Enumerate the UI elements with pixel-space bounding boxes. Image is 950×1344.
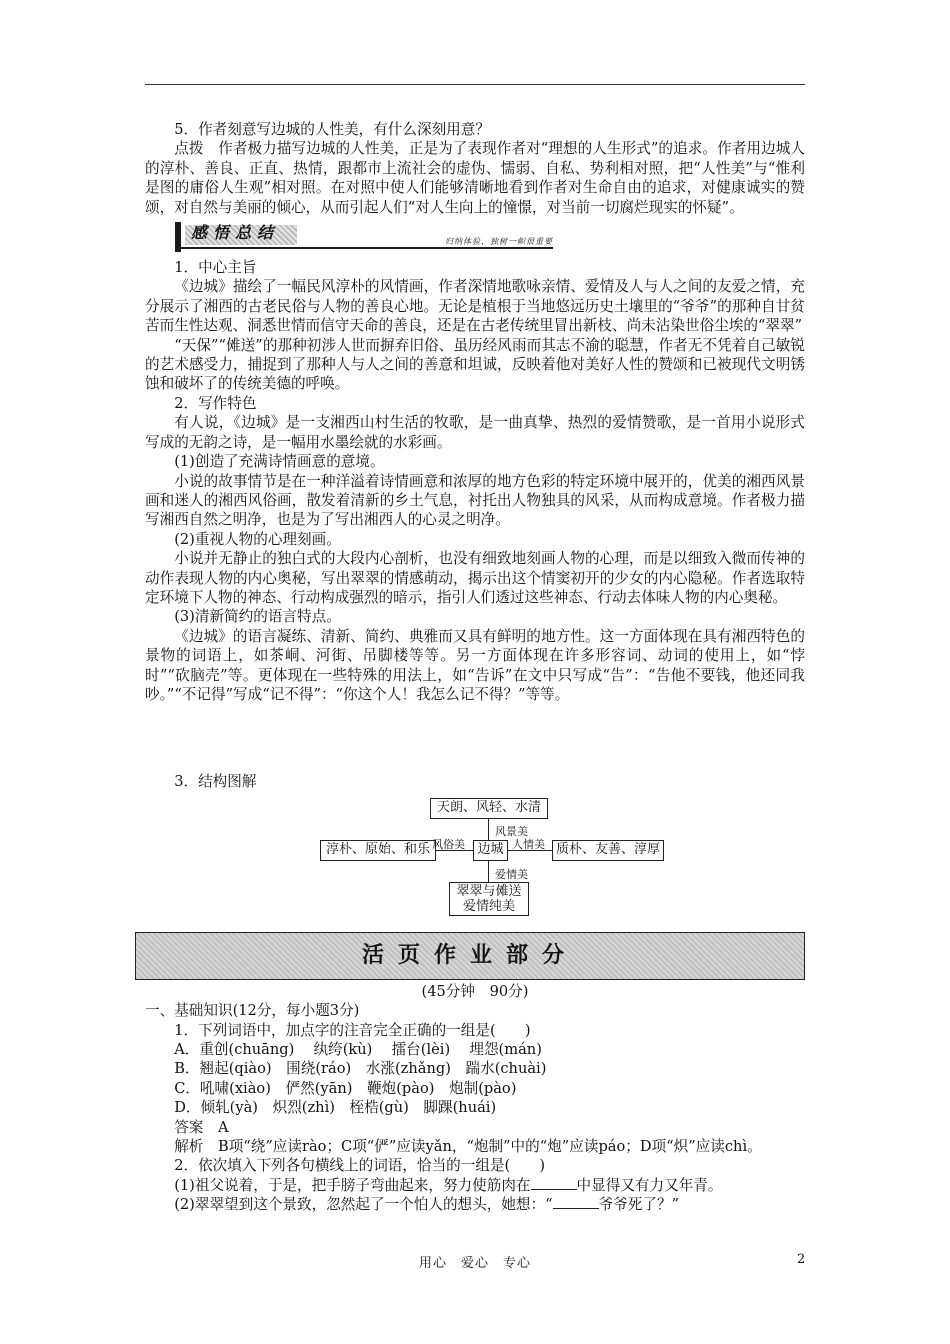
section-banner — [175, 222, 553, 252]
q2-sentence-1-a: (1)祖父说着，于是，把手膀子弯曲起来，努力使筋肉在 — [174, 1176, 531, 1194]
s1-paragraph-2: “天保”“傩送”的那种初涉人世而摒弃旧俗、虽历经风雨而其志不渝的聪慧，作者无不凭着自己敏锐的艺术感受力，捕捉到了那种人与人之间的善意和坦诚，反映着他对美好人性的赞颂和已被现代文明锈蚀和破坏了的传统美德的呼唤。 — [145, 336, 805, 393]
structure-diagram — [145, 798, 805, 916]
label-love: 爱情美 — [495, 867, 528, 881]
label-scenery: 风景美 — [495, 824, 528, 838]
q5-answer: 点拨 作者极力描写边城的人性美，正是为了表现作者对“理想的人生形式”的追求。作者用边城人的淳朴、善良、正直、热情，跟都市上流社会的虚伪、懦弱、自私、势利相对照，把“人性美”与“惟利是图的庸俗人生观”相对照。在对照中使人们能够清晰地看到作者对生命自由的追求，对健康诚实的赞颂，对自然与美丽的倾心，从而引起人们“对人生向上的憧憬，对当前一切腐烂现实的怀疑”。 — [145, 140, 805, 216]
q2-sentence-2-b: 爷爷死了？” — [598, 1196, 680, 1214]
diagram-left-box: 淳朴、原始、和乐 — [320, 840, 436, 861]
diagram-right-box: 质朴、友善、淳厚 — [552, 840, 664, 861]
s2-item-3-text: 《边城》的语言凝练、清新、简约、典雅而又具有鲜明的地方性。这一方面体现在具有湘西特色的景物的词语上，如茶峒、河街、吊脚楼等等。另一方面体现在许多形容词、动词的使用上，如“悖时”“砍脑壳”等。更体现在一些特殊的用法上，如“告诉”在文中只写成“告”：“告他不要钱，他还同我吵。”“不记得”写成“记不得”：“你这个人！我怎么记不得？”等等。 — [145, 627, 805, 703]
diagram-center-box: 边城 — [473, 840, 508, 861]
homework-banner: 活页作业部分 — [135, 932, 805, 980]
bottom-box-line-2: 爱情纯美 — [462, 898, 515, 914]
banner-title: 感悟总结 — [191, 223, 280, 243]
section1-heading: 一、基础知识(12分，每小题3分) — [145, 1002, 360, 1020]
label-humanity: 人情美 — [512, 837, 545, 851]
q1-analysis: 解析 B项“绕”应读rào；C项“俨”应读yǎn，“炮制”中的“炮”应读páo；D项“炽”应读chì。 — [174, 1138, 762, 1156]
q1-answer: 答案 A — [174, 1118, 229, 1136]
blank-2 — [553, 1195, 599, 1209]
banner-subtitle: 归纳体验，独树一帜很重要 — [445, 237, 553, 247]
homework-time: (45分钟 90分) — [421, 982, 529, 1000]
q2-sentence-2 — [145, 1195, 805, 1214]
q2-stem: 2．依次填入下列各句横线上的词语，恰当的一组是( ) — [174, 1157, 546, 1175]
q1-option-a: A．重创(chuāng) 纨绔(kù) 擂台(lèi) 埋怨(mán) — [174, 1041, 542, 1058]
s2-item-1-text: 小说的故事情节是在一种洋溢着诗情画意和浓厚的地方色彩的特定环境中展开的，优美的湘西风景画和迷人的湘西风俗画，散发着清新的乡土气息，衬托出人物独具的风采，从而构成意境。作者极力描写湘西自然之明净，也是为了写出湘西人的心灵之明净。 — [145, 472, 805, 529]
s2-item-2-text: 小说并无静止的独白式的大段内心剖析，也没有细致地刻画人物的心理，而是以细致入微而传神的动作表现人物的内心奥秘，写出翠翠的情感萌动，揭示出这个情窦初开的少女的内心隐秘。作者选取特定环境下人物的神态、行动构成强烈的暗示，指引人们透过这些神态、行动去体味人物的内心奥秘。 — [145, 550, 805, 606]
diagram-top-box: 天朗、风轻、水清 — [430, 798, 548, 819]
spacer — [145, 704, 805, 772]
q1-option-d: D．倾轧(yà) 炽烈(zhì) 桎梏(gù) 脚踝(huái) — [174, 1099, 497, 1117]
blank-1 — [531, 1176, 577, 1190]
label-custom: 风俗美 — [432, 837, 465, 851]
q2-sentence-2-a: (2)翠翠望到这个景致，忽然起了一个怕人的想头，她想：“ — [174, 1196, 553, 1214]
s2-item-1: (1)创造了充满诗情画意的意境。 — [174, 453, 385, 471]
bottom-box-line-1: 翠翠与傩送 — [456, 883, 522, 899]
q5-question: 5．作者刻意写边城的人性美，有什么深刻用意？ — [174, 121, 490, 138]
s2-item-2: (2)重视人物的心理刻画。 — [174, 530, 341, 548]
diagram-bottom-box — [449, 882, 529, 916]
arrow-bottom — [488, 861, 489, 884]
s1-heading: 1．中心主旨 — [174, 259, 257, 277]
s3-heading: 3．结构图解 — [174, 773, 257, 791]
q2-sentence-1 — [145, 1176, 805, 1195]
q1-option-c: C．吼啸(xiào) 俨然(yān) 鞭炮(pào) 炮制(pào) — [174, 1079, 517, 1097]
footer-motto: 用心 爱心 专心 — [418, 1256, 531, 1271]
q1-stem: 1．下列词语中，加点字的注音完全正确的一组是( ) — [174, 1021, 531, 1039]
header-rule — [145, 84, 805, 85]
s1-paragraph-1: 《边城》描绘了一幅民风淳朴的风情画，作者深情地歌咏亲情、爱情及人与人之间的友爱之情，充分展示了湘西的古老民俗与人物的善良心地。无论是植根于当地悠远历史土壤里的“爷爷”的那种自甘贫苦而生性达观、洞悉世情而信守天命的善良，还是在古老传统里冒出新枝、尚未沾染世俗尘埃的“翠翠” — [145, 278, 805, 335]
s2-item-3: (3)清新简约的语言特点。 — [174, 608, 341, 626]
page-content — [145, 120, 805, 1215]
page-number: 2 — [797, 1252, 806, 1267]
s2-heading: 2．写作特色 — [174, 394, 257, 412]
q2-sentence-1-b: 中显得又有力又年青。 — [576, 1176, 723, 1194]
q1-option-b: B．翘起(qiào) 围绕(ráo) 水涨(zhǎng) 踹水(chuài) — [174, 1060, 547, 1078]
s2-paragraph-1: 有人说，《边城》是一支湘西山村生活的牧歌，是一曲真挚、热烈的爱情赞歌，是一首用小说形式写成的无韵之诗，是一幅用水墨绘就的水彩画。 — [145, 414, 805, 451]
